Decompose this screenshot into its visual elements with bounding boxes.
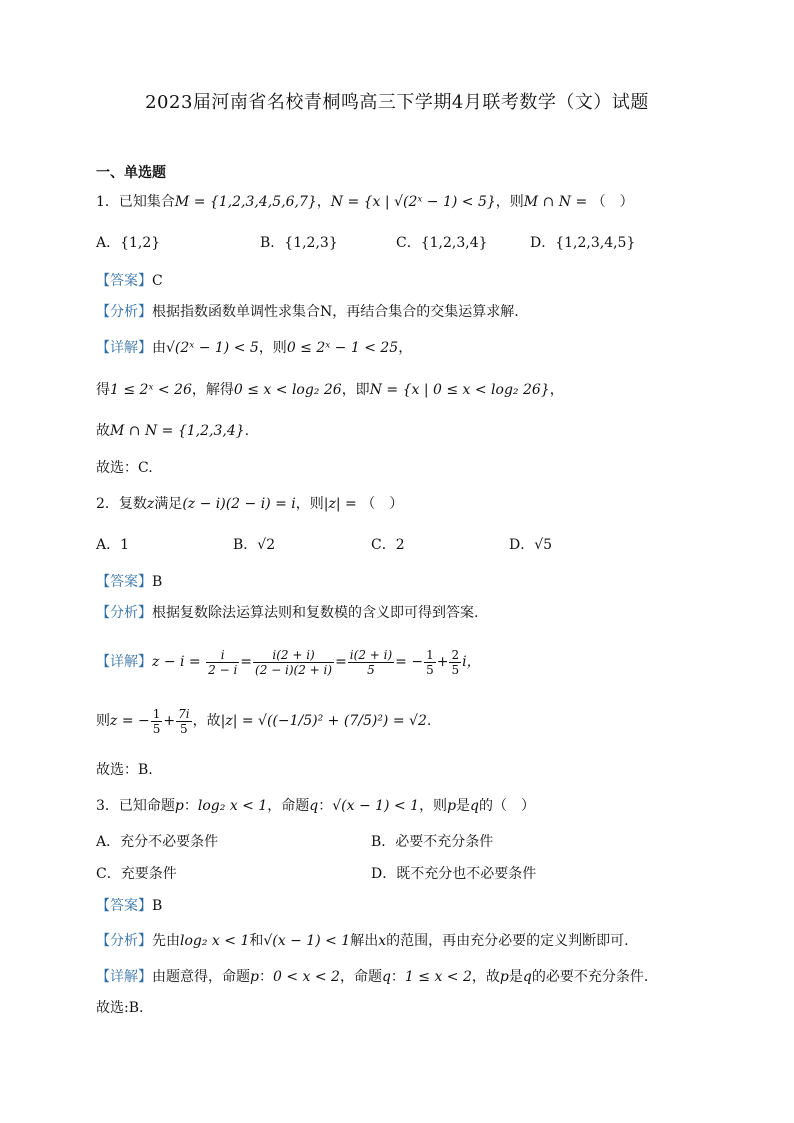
denominator: 5 — [367, 662, 375, 677]
q1-set-n: N = {x | √(2ˣ − 1) < 5} — [330, 194, 496, 210]
analysis-tag: 【分析】 — [96, 605, 152, 621]
q2-answer — [96, 572, 162, 592]
text: 得 — [96, 382, 110, 398]
q2-analysis — [96, 603, 478, 623]
q3-option-a: A．充分不必要条件 — [96, 834, 219, 850]
q1-set-m: M = {1,2,3,4,5,6,7} — [174, 194, 317, 210]
q1-stem-text: = （ ） — [571, 194, 634, 210]
numerator: 1 — [152, 706, 161, 721]
fraction — [206, 648, 239, 677]
q3-option-d: D．既不充分也不必要条件 — [371, 866, 537, 882]
answer-tag: 【答案】 — [96, 898, 152, 914]
text: ： — [318, 798, 333, 814]
q2-detail-line-1 — [96, 645, 481, 679]
math: 1 ≤ 2ˣ < 26 — [110, 382, 192, 398]
math: p — [499, 969, 509, 985]
q1-option-d: D．{1,2,3,4,5} — [530, 235, 636, 251]
math: p — [250, 969, 259, 985]
denominator: 5 — [426, 662, 434, 677]
numerator: i(2 + i) — [349, 647, 393, 662]
denominator: (2 − i)(2 + i) — [255, 662, 333, 677]
text: 由 — [152, 340, 166, 356]
fraction — [449, 648, 461, 677]
text: 是 — [456, 798, 471, 814]
q2-option-a: A．1 — [96, 537, 130, 553]
math: q — [309, 798, 319, 814]
text: i， — [462, 654, 481, 670]
math: |z| — [323, 496, 341, 512]
text: ： — [258, 969, 273, 985]
text: 先由 — [152, 933, 180, 949]
math: (z − i)(2 − i) = i — [182, 496, 296, 512]
math: q — [522, 969, 532, 985]
numerator: 2 — [451, 647, 460, 662]
fraction — [176, 707, 191, 736]
math: q — [381, 969, 391, 985]
q1-stem — [96, 192, 634, 212]
section-heading: 一、单选题 — [96, 165, 166, 181]
q3-answer-value: B — [152, 898, 163, 914]
text: = （ ） — [340, 496, 404, 512]
q3-stem — [96, 796, 535, 816]
q3-option-c: C．充要条件 — [96, 866, 177, 882]
text: . — [244, 423, 250, 439]
math: q — [470, 798, 479, 814]
denominator: 5 — [152, 721, 161, 736]
q1-detail-line-3 — [96, 421, 249, 441]
text: . — [426, 713, 432, 729]
q2-option-b: B．√2 — [233, 537, 276, 553]
text: ， — [549, 382, 564, 398]
math: p — [447, 798, 457, 814]
q2-detail-line-2 — [96, 704, 431, 738]
denominator: 5 — [451, 662, 460, 677]
text: ，故 — [471, 969, 500, 985]
denominator: 5 — [180, 721, 188, 736]
text: ，故 — [192, 713, 221, 729]
numerator: 1 — [426, 647, 434, 662]
text: 故 — [96, 423, 110, 439]
math: z = − — [110, 713, 150, 729]
q1-detail-line-2 — [96, 380, 564, 400]
text: 则 — [96, 713, 110, 729]
q2-conclusion: 故选：B. — [96, 762, 153, 778]
q1-stem-text: 1．已知集合 — [96, 194, 175, 210]
q1-detail-line-1 — [96, 338, 412, 358]
q3-option-b: B．必要不充分条件 — [371, 834, 494, 850]
text: = − — [395, 654, 424, 670]
denominator: 2 − i — [208, 662, 238, 677]
q1-stem-text: ，则 — [495, 194, 524, 210]
math: z — [146, 496, 155, 512]
math: |z| = √((−1/5)² + (7/5)²) = √2 — [220, 713, 427, 729]
numerator: 7i — [178, 706, 190, 721]
q3-analysis — [96, 931, 629, 951]
math: x — [378, 933, 387, 949]
fraction — [253, 648, 334, 677]
text: 3．已知命题 — [96, 798, 175, 814]
math: z − i = — [152, 654, 201, 670]
page-title: 2023届河南省名校青桐鸣高三下学期4月联考数学（文）试题 — [145, 92, 649, 113]
math: √(x − 1) < 1 — [263, 933, 351, 949]
fraction — [424, 648, 436, 677]
math: 0 ≤ x < log₂ 26 — [233, 382, 342, 398]
text: 解出 — [350, 933, 379, 949]
math: N = {x | 0 ≤ x < log₂ 26} — [369, 382, 550, 398]
text: ，命题 — [267, 798, 310, 814]
q2-answer-value: B — [152, 574, 163, 590]
q1-conclusion: 故选：C. — [96, 460, 153, 476]
text: 2．复数 — [96, 496, 147, 512]
analysis-tag: 【分析】 — [96, 933, 152, 949]
text: ，则 — [295, 496, 324, 512]
q3-answer — [96, 896, 162, 916]
q1-stem-text: ， — [316, 194, 331, 210]
q1-analysis-text: 根据指数函数单调性求集合N，再结合集合的交集运算求解. — [152, 304, 519, 320]
math: 0 ≤ 2ˣ − 1 < 25 — [286, 340, 399, 356]
fraction — [348, 648, 394, 677]
q1-analysis — [96, 302, 519, 322]
q1-answer — [96, 271, 163, 291]
analysis-tag: 【分析】 — [96, 304, 152, 320]
text: = — [335, 654, 347, 670]
q2-option-c: C．2 — [371, 537, 405, 553]
detail-tag: 【详解】 — [96, 654, 152, 670]
text: 的（ ） — [479, 798, 535, 814]
text: 是 — [508, 969, 523, 985]
fraction — [151, 707, 163, 736]
text: + — [163, 713, 176, 729]
q2-stem — [96, 494, 403, 514]
q3-conclusion: 故选:B. — [96, 1000, 144, 1016]
text: ，则 — [258, 340, 287, 356]
text: ： — [183, 798, 198, 814]
text: = — [240, 654, 253, 670]
text: 的必要不充分条件. — [531, 969, 649, 985]
text: ，命题 — [339, 969, 382, 985]
text: ，解得 — [191, 382, 234, 398]
q1-option-b: B．{1,2,3} — [260, 235, 338, 251]
text: ， — [398, 340, 413, 356]
text: 和 — [249, 933, 264, 949]
answer-tag: 【答案】 — [96, 273, 152, 289]
detail-tag: 【详解】 — [96, 969, 152, 985]
text: ，则 — [419, 798, 448, 814]
q1-intersection: M ∩ N — [523, 194, 571, 210]
math: √(2ˣ − 1) < 5 — [166, 340, 259, 356]
q2-analysis-text: 根据复数除法运算法则和复数模的含义即可得到答案. — [152, 605, 479, 621]
text: ，即 — [341, 382, 370, 398]
math: M ∩ N = {1,2,3,4} — [110, 423, 245, 439]
math: 1 ≤ x < 2 — [404, 969, 472, 985]
text: 的范围，再由充分必要的定义判断即可. — [386, 933, 629, 949]
text: 满足 — [154, 496, 183, 512]
math: √(x − 1) < 1 — [332, 798, 420, 814]
math: log₂ x < 1 — [197, 798, 268, 814]
math: p — [174, 798, 184, 814]
q1-option-a: A．{1,2} — [96, 235, 161, 251]
math: 0 < x < 2 — [272, 969, 340, 985]
q2-option-d: D．√5 — [509, 537, 553, 553]
text: ： — [390, 969, 405, 985]
numerator: i(2 + i) — [253, 648, 334, 663]
answer-tag: 【答案】 — [96, 574, 152, 590]
q1-option-c: C．{1,2,3,4} — [396, 235, 488, 251]
detail-tag: 【详解】 — [96, 340, 152, 356]
text: + — [436, 654, 449, 670]
math: log₂ x < 1 — [180, 933, 250, 949]
q3-detail — [96, 967, 648, 987]
q1-answer-value: C — [152, 273, 163, 289]
text: 由题意得，命题 — [152, 969, 250, 985]
numerator: i — [206, 648, 239, 663]
